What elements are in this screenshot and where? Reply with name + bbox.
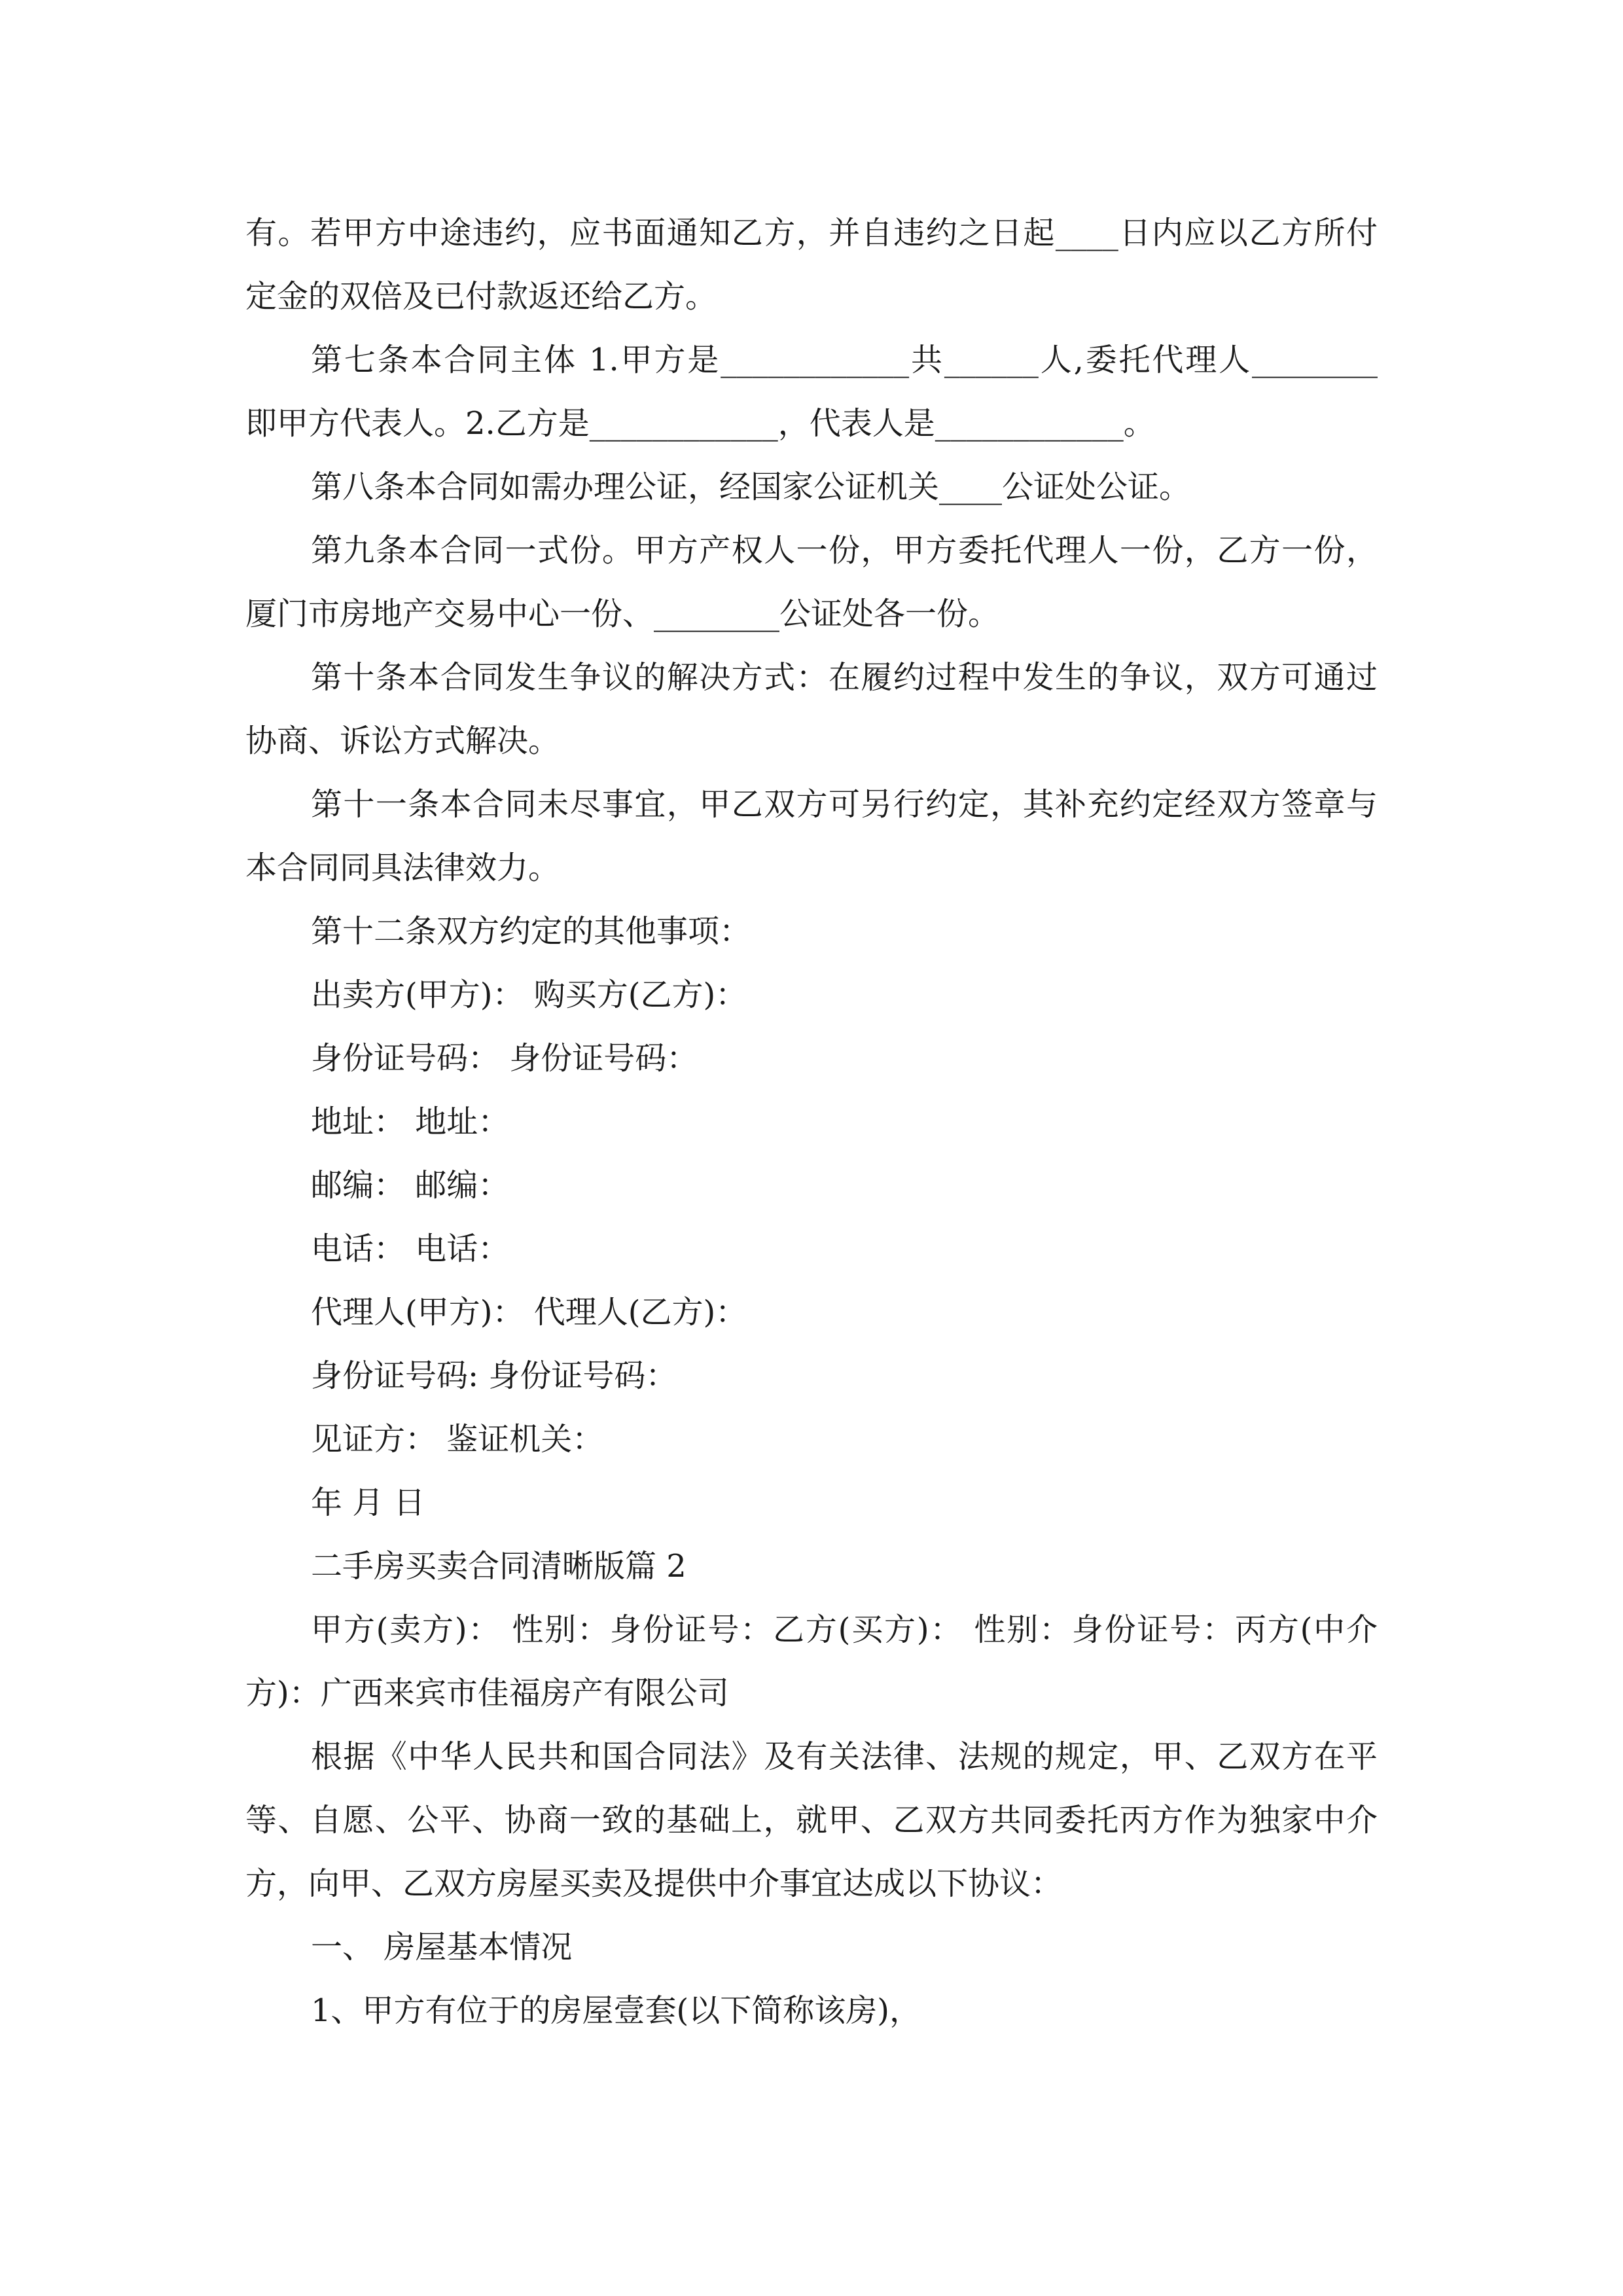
parties-line: 甲方(卖方)： 性别：身份证号：乙方(买方)： 性别：身份证号：丙方(中介: [311, 1611, 1378, 1648]
text-line: 厦门市房地产交易中心一份、________公证处各一份。: [245, 596, 1000, 632]
date-label: 年 月 日: [311, 1484, 425, 1521]
id-number-label: 身份证号码： 身份证号码：: [311, 1040, 698, 1077]
article-9-line: 第九条本合同一式份。甲方产权人一份，甲方委托代理人一份，乙方一份，: [311, 532, 1378, 569]
article-7-line: 第七条本合同主体 1.甲方是____________共______人,委托代理人________: [311, 342, 1378, 378]
text-line: 等、自愿、公平、协商一致的基础上，就甲、乙双方共同委托丙方作为独家中介: [245, 1802, 1378, 1839]
text-line: 方，向甲、乙双方房屋买卖及提供中介事宜达成以下协议：: [245, 1865, 1063, 1902]
article-12-line: 第十二条双方约定的其他事项：: [311, 913, 751, 950]
subsection-heading: 一、 房屋基本情况: [311, 1929, 573, 1965]
section-title: 二手房买卖合同清晰版篇 2: [311, 1548, 687, 1585]
article-8-line: 第八条本合同如需办理公证，经国家公证机关____公证处公证。: [311, 469, 1191, 505]
address-label: 地址： 地址：: [311, 1103, 510, 1140]
postcode-label: 邮编： 邮编：: [311, 1167, 510, 1204]
article-11-line: 第十一条本合同未尽事宜，甲乙双方可另行约定，其补充约定经双方签章与: [311, 786, 1378, 823]
text-line: 协商、诉讼方式解决。: [245, 723, 560, 759]
text-line: 有。若甲方中途违约，应书面通知乙方，并自违约之日起____日内应以乙方所付: [245, 215, 1378, 251]
preamble-line: 根据《中华人民共和国合同法》及有关法律、法规的规定，甲、乙双方在平: [311, 1738, 1378, 1775]
witness-label: 见证方： 鉴证机关：: [311, 1421, 604, 1458]
agent-label: 代理人(甲方)： 代理人(乙方)：: [311, 1294, 747, 1331]
text-line: 方)：广西来宾市佳福房产有限公司: [245, 1675, 729, 1712]
text-line: 定金的双倍及已付款返还给乙方。: [245, 278, 717, 315]
text-line: 本合同同具法律效力。: [245, 850, 560, 886]
agent-id-label: 身份证号码: 身份证号码：: [311, 1357, 677, 1394]
phone-label: 电话： 电话：: [311, 1230, 510, 1267]
clause-line: 1、甲方有位于的房屋壹套(以下简称该房)，: [311, 1992, 921, 2029]
text-line: 即甲方代表人。2.乙方是____________，代表人是____________。: [245, 405, 1155, 442]
article-10-line: 第十条本合同发生争议的解决方式：在履约过程中发生的争议，双方可通过: [311, 659, 1378, 696]
document-body: [245, 202, 1378, 2043]
seller-buyer-label: 出卖方(甲方)： 购买方(乙方)：: [311, 977, 747, 1013]
